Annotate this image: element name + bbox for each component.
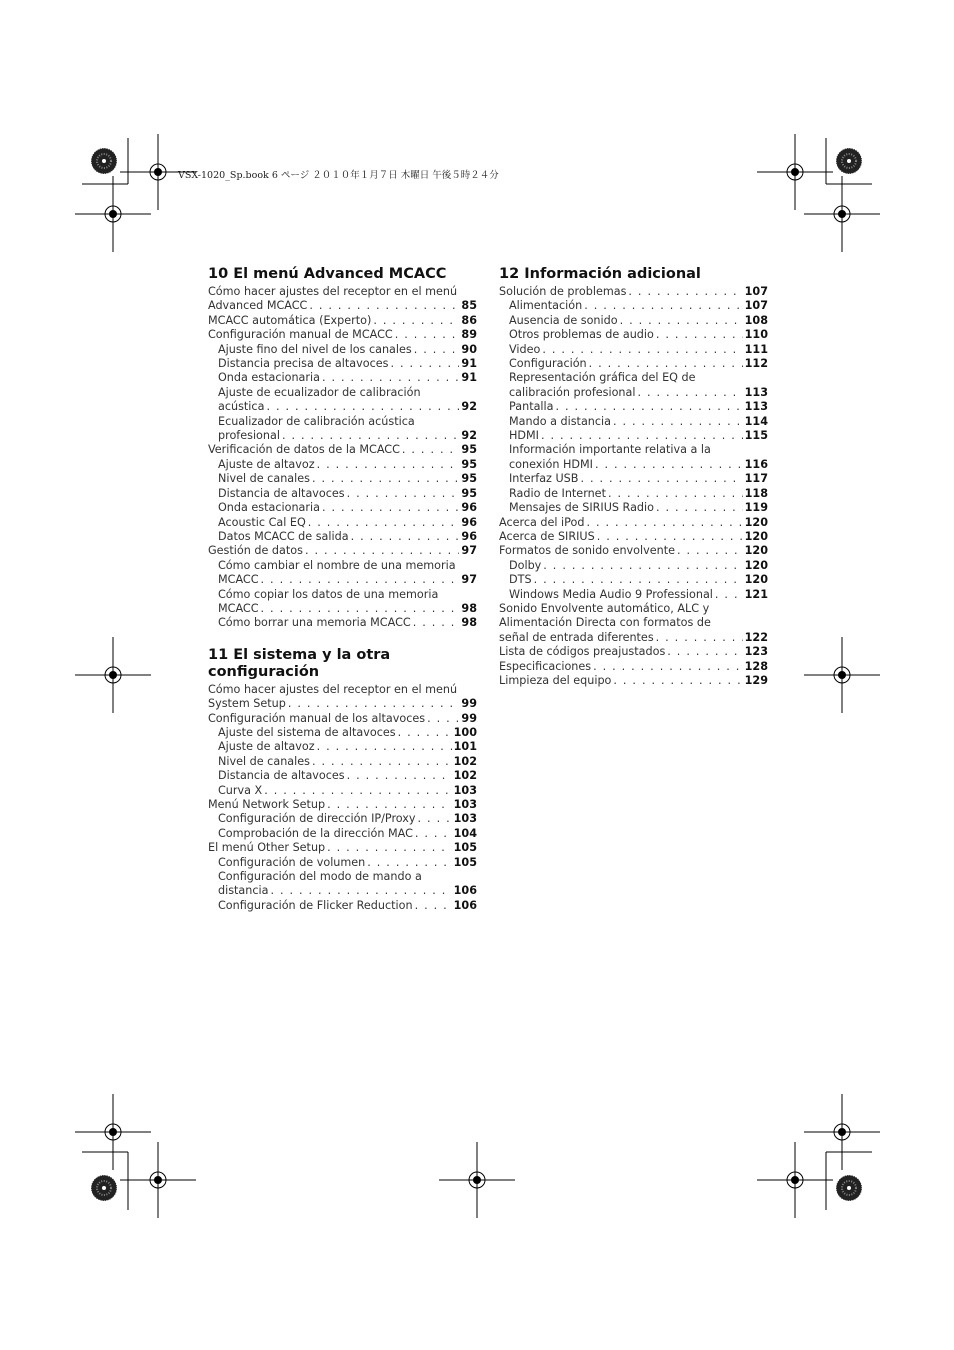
toc-entry[interactable] xyxy=(499,602,768,645)
entry-text-line: Información importante relativa a la xyxy=(509,443,711,457)
entry-text: Solución de problemas xyxy=(499,285,627,298)
dot-leader xyxy=(351,530,460,544)
toc-entry[interactable] xyxy=(499,487,768,501)
page-number: 116 xyxy=(744,457,768,471)
toc-entry[interactable] xyxy=(208,328,477,342)
entry-text: Mando a distancia xyxy=(509,414,611,428)
toc-entry[interactable] xyxy=(208,683,477,712)
entry-text: System Setup xyxy=(208,697,286,711)
dot-leader xyxy=(677,544,743,558)
entry-text: Cómo borrar una memoria MCACC xyxy=(218,616,411,630)
dot-leader xyxy=(347,769,452,783)
page-number: 95 xyxy=(461,472,477,486)
page-number: 114 xyxy=(744,414,768,428)
dot-leader xyxy=(656,501,743,515)
page-number: 95 xyxy=(461,486,477,500)
page-number: 120 xyxy=(744,515,768,529)
dot-leader xyxy=(620,314,743,328)
dot-leader xyxy=(543,559,742,573)
entry-text: MCACC xyxy=(218,601,259,615)
section-title: 10 El menú Advanced MCACC xyxy=(208,266,447,282)
entry-text: DTS xyxy=(509,573,532,587)
entry-text: Pantalla xyxy=(509,400,554,414)
dot-leader xyxy=(261,573,460,587)
page-number: 92 xyxy=(461,429,477,443)
dot-leader xyxy=(586,516,742,530)
page-number: 97 xyxy=(461,573,477,587)
page-number: 89 xyxy=(461,328,477,342)
toc-entry[interactable] xyxy=(208,769,477,783)
entry-text: Nivel de canales xyxy=(218,754,310,768)
dot-leader xyxy=(390,357,459,371)
page-number: 103 xyxy=(453,783,477,797)
toc-entry[interactable] xyxy=(208,516,477,530)
page-number: 98 xyxy=(461,616,477,630)
toc-entry[interactable] xyxy=(208,841,477,855)
toc-entry[interactable] xyxy=(208,740,477,754)
page-number: 120 xyxy=(744,573,768,587)
toc-entry[interactable] xyxy=(499,285,768,299)
dot-leader xyxy=(595,458,743,472)
dot-leader xyxy=(414,343,460,357)
page-number: 121 xyxy=(744,587,768,601)
toc-entry[interactable] xyxy=(208,343,477,357)
page-number: 92 xyxy=(461,400,477,414)
dot-leader xyxy=(656,631,743,645)
toc-entry[interactable] xyxy=(499,299,768,313)
toc-entry[interactable] xyxy=(499,400,768,414)
page-number: 98 xyxy=(461,601,477,615)
toc-entry[interactable] xyxy=(208,501,477,515)
entry-text: Onda estacionaria xyxy=(218,501,320,515)
toc-entry[interactable] xyxy=(208,458,477,472)
entry-text: Ajuste de altavoz xyxy=(218,740,315,754)
entry-text: Datos MCACC de salida xyxy=(218,529,349,543)
page-number: 118 xyxy=(744,486,768,500)
entry-text-line: Representación gráfica del EQ de xyxy=(509,371,696,385)
print-header: VSX-1020_Sp.book 6 ページ ２０１０年１月７日 木曜日 午後５時２４分 xyxy=(178,170,499,181)
entry-text: Distancia de altavoces xyxy=(218,769,345,783)
dot-leader xyxy=(395,328,460,342)
page-number: 112 xyxy=(744,357,768,371)
page-number: 96 xyxy=(461,501,477,515)
toc-entry[interactable] xyxy=(499,544,768,558)
dot-leader xyxy=(347,487,460,501)
toc-entry[interactable] xyxy=(208,827,477,841)
page-number: 120 xyxy=(744,529,768,543)
page-number: 103 xyxy=(453,812,477,826)
toc-section xyxy=(208,266,477,631)
entry-text: Mensajes de SIRIUS Radio xyxy=(509,501,654,515)
dot-leader xyxy=(667,645,742,659)
page-number: 129 xyxy=(744,673,768,687)
dot-leader xyxy=(317,458,460,472)
entry-text: Configuración de Flicker Reduction xyxy=(218,898,413,912)
entry-text: MCACC automática (Experto) xyxy=(208,313,372,327)
entry-text: conexión HDMI xyxy=(509,457,593,471)
entry-text-line: Cómo hacer ajustes del receptor en el menú xyxy=(208,285,458,298)
page-number: 99 xyxy=(461,697,477,711)
entry-text-line: Alimentación Directa con formatos de xyxy=(499,616,711,630)
dot-leader xyxy=(305,544,459,558)
entry-text-line: Cómo copiar los datos de una memoria xyxy=(218,587,439,601)
dot-leader xyxy=(589,357,743,371)
toc-entry[interactable] xyxy=(208,285,477,314)
dot-leader xyxy=(327,798,452,812)
dot-leader xyxy=(638,386,743,400)
toc-entry[interactable] xyxy=(499,357,768,371)
entry-text-line: Configuración del modo de mando a xyxy=(218,870,422,884)
dot-leader xyxy=(312,755,452,769)
dot-leader xyxy=(584,299,742,313)
toc-entry[interactable] xyxy=(208,357,477,371)
entry-text: Distancia de altavoces xyxy=(218,486,345,500)
entry-text: Formatos de sonido envolvente xyxy=(499,544,675,558)
toc-entry[interactable] xyxy=(208,472,477,486)
page-number: 113 xyxy=(744,400,768,414)
entry-text: Comprobación de la dirección MAC xyxy=(218,826,413,840)
dot-leader xyxy=(613,674,742,688)
dot-leader xyxy=(308,516,460,530)
dot-leader xyxy=(597,530,743,544)
page-number: 106 xyxy=(453,884,477,898)
entry-text: MCACC xyxy=(218,573,259,587)
toc-entry[interactable] xyxy=(499,328,768,342)
entry-text: profesional xyxy=(218,429,280,443)
entry-text: El menú Other Setup xyxy=(208,841,326,855)
entry-text: Dolby xyxy=(509,558,542,572)
toc-entry[interactable] xyxy=(208,616,477,630)
entry-text: Windows Media Audio 9 Professional xyxy=(509,587,713,601)
entry-text-line: Sonido Envolvente automático, ALC y xyxy=(499,601,710,615)
entry-text-line: Ecualizador de calibración acústica xyxy=(218,414,415,428)
entry-text: Radio de Internet xyxy=(509,486,606,500)
page-number: 115 xyxy=(744,429,768,443)
page-number: 90 xyxy=(461,342,477,356)
dot-leader xyxy=(264,784,451,798)
page-number: 95 xyxy=(461,443,477,457)
dot-leader xyxy=(367,856,451,870)
toc-entry[interactable] xyxy=(499,429,768,443)
toc-entry[interactable] xyxy=(499,343,768,357)
toc-left-column xyxy=(208,266,477,929)
page-number: 105 xyxy=(453,841,477,855)
page-number: 91 xyxy=(461,357,477,371)
entry-text: Curva X xyxy=(218,783,263,797)
dot-leader xyxy=(288,697,460,711)
page-number: 97 xyxy=(461,544,477,558)
page-number: 119 xyxy=(744,501,768,515)
page-number: 103 xyxy=(453,798,477,811)
toc-right-column xyxy=(499,266,768,704)
page-number: 107 xyxy=(744,299,768,313)
dot-leader xyxy=(402,443,460,457)
page-number: 96 xyxy=(461,515,477,529)
entry-text: HDMI xyxy=(509,429,539,443)
entry-text: Acoustic Cal EQ xyxy=(218,515,306,529)
toc-entry[interactable] xyxy=(499,530,768,544)
page-number: 123 xyxy=(744,645,768,659)
dot-leader xyxy=(580,472,742,486)
dot-leader xyxy=(715,588,743,602)
page-number: 105 xyxy=(453,855,477,869)
entry-text: Acerca de SIRIUS xyxy=(499,529,595,543)
dot-leader xyxy=(312,472,459,486)
dot-leader xyxy=(418,812,452,826)
entry-text: Advanced MCACC xyxy=(208,299,308,313)
entry-text: Configuración manual de los altavoces xyxy=(208,711,426,725)
page-number: 101 xyxy=(453,740,477,754)
dot-leader xyxy=(309,299,459,313)
dot-leader xyxy=(327,841,452,855)
dot-leader xyxy=(415,899,452,913)
dot-leader xyxy=(282,429,459,443)
entry-text-line: Ajuste de ecualizador de calibración xyxy=(218,385,421,399)
page-number: 99 xyxy=(461,711,477,725)
page-number: 100 xyxy=(453,725,477,739)
page-number: 102 xyxy=(453,769,477,783)
toc-entry[interactable] xyxy=(208,899,477,913)
page-number: 104 xyxy=(453,826,477,840)
entry-text: acústica xyxy=(218,400,265,414)
page-number: 117 xyxy=(744,472,768,486)
page-number: 95 xyxy=(461,457,477,471)
dot-leader xyxy=(628,285,742,299)
toc-entry[interactable] xyxy=(208,726,477,740)
dot-leader xyxy=(656,328,743,342)
page-number: 120 xyxy=(744,544,768,558)
toc-entry[interactable] xyxy=(208,812,477,826)
toc-entry[interactable] xyxy=(499,501,768,515)
entry-text: Ajuste fino del nivel de los canales xyxy=(218,342,412,356)
entry-text: Otros problemas de audio xyxy=(509,328,654,342)
dot-leader xyxy=(613,415,743,429)
dot-leader xyxy=(593,660,743,674)
toc-entry[interactable] xyxy=(208,371,477,385)
toc-entry[interactable] xyxy=(499,573,768,587)
dot-leader xyxy=(261,602,460,616)
page-number: 106 xyxy=(453,898,477,912)
entry-text: Onda estacionaria xyxy=(218,371,320,385)
dot-leader xyxy=(271,884,452,898)
entry-text: señal de entrada diferentes xyxy=(499,630,654,644)
entry-text: Verificación de datos de la MCACC xyxy=(208,443,400,457)
entry-text: Especificaciones xyxy=(499,659,592,673)
entry-text: Nivel de canales xyxy=(218,472,310,486)
toc-entry[interactable] xyxy=(499,472,768,486)
toc-entry[interactable] xyxy=(499,516,768,530)
section-title: 12 Información adicional xyxy=(499,266,701,282)
entry-text: Gestión de datos xyxy=(208,544,303,558)
dot-leader xyxy=(541,429,743,443)
entry-text: Ajuste de altavoz xyxy=(218,457,315,471)
page-number: 128 xyxy=(744,659,768,673)
entry-text: Configuración de volumen xyxy=(218,855,366,869)
entry-text: distancia xyxy=(218,884,269,898)
dot-leader xyxy=(556,400,743,414)
entry-text: Limpieza del equipo xyxy=(499,673,612,687)
section-title: 11 El sistema y la otra configuración xyxy=(208,646,391,680)
toc-entry[interactable] xyxy=(208,798,477,812)
toc-entry[interactable] xyxy=(208,530,477,544)
entry-text: Menú Network Setup xyxy=(208,798,326,811)
toc-entry[interactable] xyxy=(499,588,768,602)
toc-entry[interactable] xyxy=(208,784,477,798)
entry-text: Ajuste del sistema de altavoces xyxy=(218,725,396,739)
toc-entry[interactable] xyxy=(499,660,768,674)
entry-text: Acerca del iPod xyxy=(499,515,585,529)
toc-entry[interactable] xyxy=(208,487,477,501)
toc-entry[interactable] xyxy=(208,544,477,558)
dot-leader xyxy=(542,343,742,357)
entry-text: Configuración xyxy=(509,357,587,371)
dot-leader xyxy=(322,501,459,515)
toc-entry[interactable] xyxy=(499,674,768,688)
toc-entry[interactable] xyxy=(208,856,477,870)
dot-leader xyxy=(266,400,459,414)
toc-entry[interactable] xyxy=(208,712,477,726)
toc-entry[interactable] xyxy=(499,314,768,328)
page-number: 102 xyxy=(453,754,477,768)
page-number: 120 xyxy=(744,558,768,572)
entry-text: calibración profesional xyxy=(509,385,636,399)
dot-leader xyxy=(373,314,459,328)
entry-text: Distancia precisa de altavoces xyxy=(218,357,389,371)
toc-section xyxy=(208,647,477,914)
entry-text: Lista de códigos preajustados xyxy=(499,645,666,659)
dot-leader xyxy=(322,371,459,385)
page-number: 91 xyxy=(461,371,477,385)
dot-leader xyxy=(415,827,452,841)
toc-entry[interactable] xyxy=(208,314,477,328)
entry-text: Configuración de dirección IP/Proxy xyxy=(218,812,416,826)
dot-leader xyxy=(534,573,743,587)
dot-leader xyxy=(413,616,460,630)
toc-entry[interactable] xyxy=(499,559,768,573)
toc-section xyxy=(499,266,768,688)
dot-leader xyxy=(317,740,452,754)
toc-entry[interactable] xyxy=(499,645,768,659)
entry-text: Video xyxy=(509,342,541,356)
entry-text-line: Cómo cambiar el nombre de una memoria xyxy=(218,558,456,572)
page-number: 107 xyxy=(744,285,768,298)
toc-entry[interactable] xyxy=(208,588,477,617)
dot-leader xyxy=(608,487,743,501)
toc-entry[interactable] xyxy=(208,386,477,415)
toc-entry[interactable] xyxy=(499,415,768,429)
page-number: 122 xyxy=(744,630,768,644)
page-number: 111 xyxy=(744,342,768,356)
entry-text: Ausencia de sonido xyxy=(509,313,618,327)
entry-text-line: Cómo hacer ajustes del receptor en el menú xyxy=(208,682,458,696)
toc-entry[interactable] xyxy=(208,755,477,769)
toc-entry[interactable] xyxy=(499,443,768,472)
toc-entry[interactable] xyxy=(208,415,477,444)
entry-text: Interfaz USB xyxy=(509,472,579,486)
page-number: 96 xyxy=(461,529,477,543)
page-number: 108 xyxy=(744,313,768,327)
toc-entry[interactable] xyxy=(208,559,477,588)
toc-entry[interactable] xyxy=(499,371,768,400)
page-number: 86 xyxy=(461,313,477,327)
entry-text: Configuración manual de MCACC xyxy=(208,328,393,342)
page-number: 85 xyxy=(461,299,477,313)
entry-text: Alimentación xyxy=(509,299,583,313)
toc-entry[interactable] xyxy=(208,870,477,899)
dot-leader xyxy=(427,712,459,726)
toc-entry[interactable] xyxy=(208,443,477,457)
page-number: 110 xyxy=(744,328,768,342)
dot-leader xyxy=(398,726,452,740)
page-number: 113 xyxy=(744,385,768,399)
